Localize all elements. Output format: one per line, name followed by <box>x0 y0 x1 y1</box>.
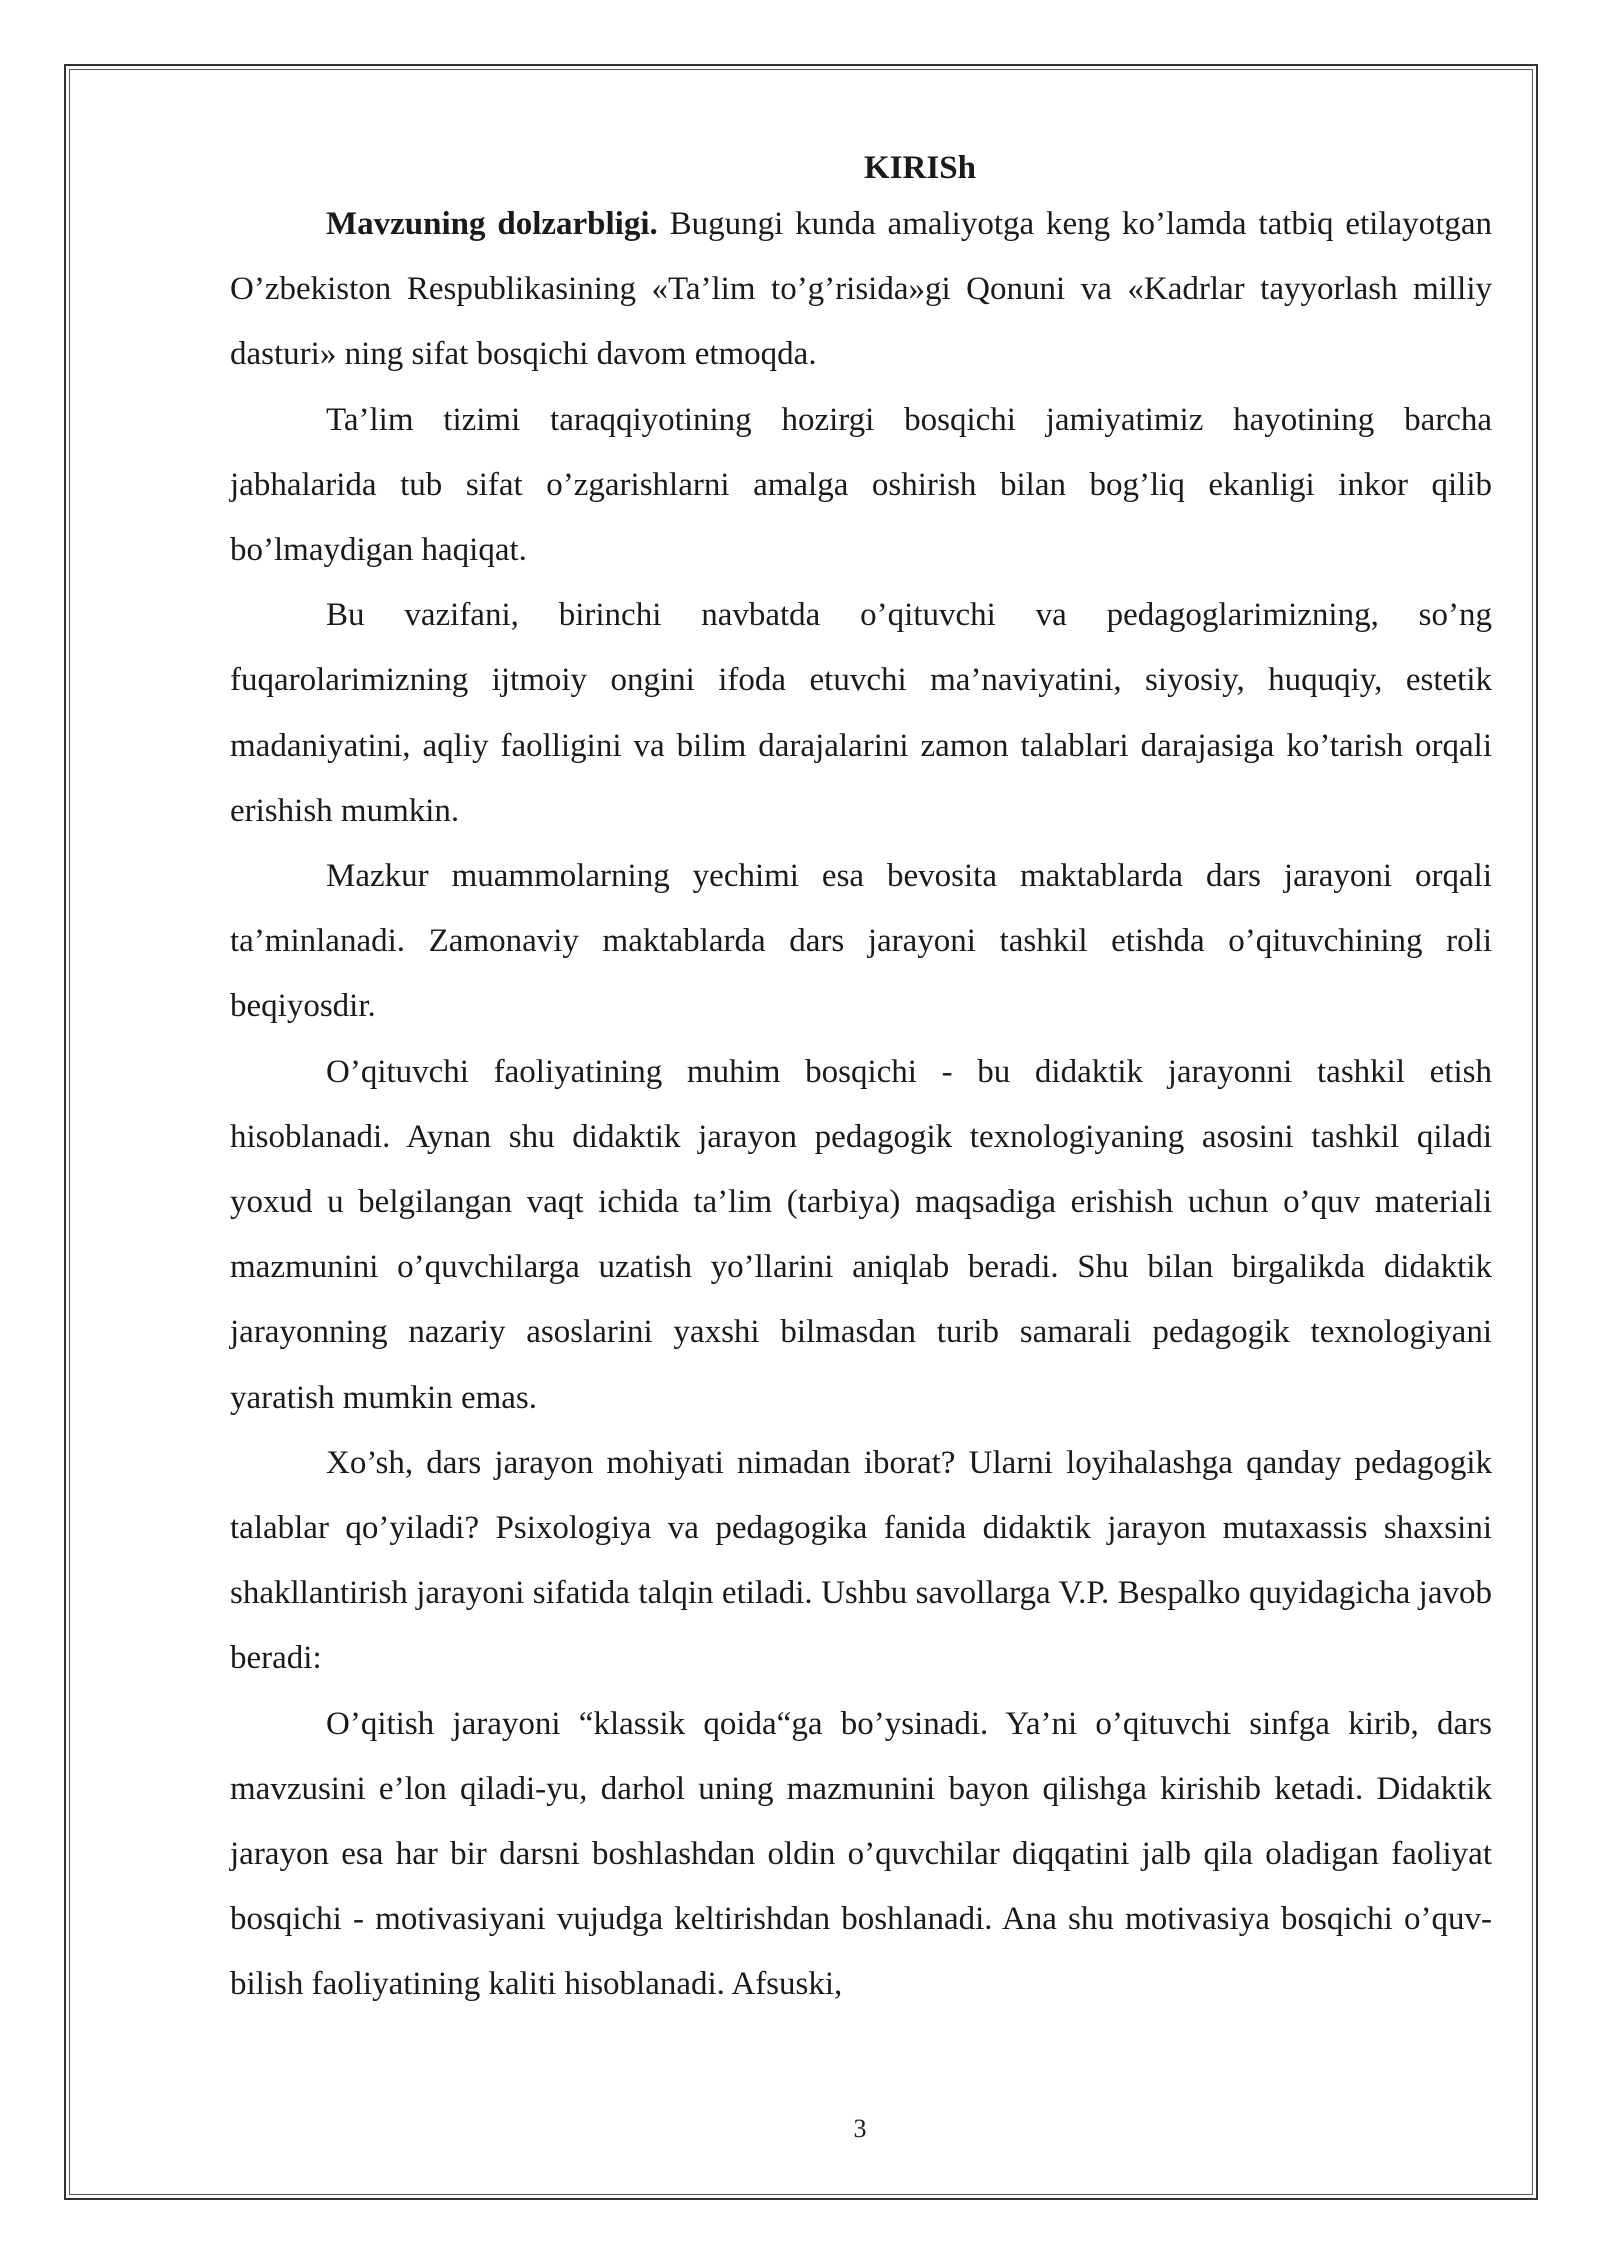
paragraph: Xo’sh, dars jarayon mohiyati nimadan iborat? Ularni loyihalashga qanday pedagogik talablar qo’yiladi? Psixologiya va pedagogika fanida didaktik jarayon mutaxassis shaxsini shakllantirish jarayoni sifatida talqin etiladi. Ushbu savollarga V.P. Bespalko quyidagicha javob beradi: <box>230 1444 1492 1677</box>
paragraph: Bu vazifani, birinchi navbatda o’qituvchi va pedagoglarimizning, so’ng fuqarolarimizning ijtmoiy ongini ifoda etuvchi ma’naviyatini, siyosiy, huquqiy, estetik madaniyatini, aqliy faolligini va bilim darajalarini zamon talablari darajasiga ko’tarish orqali erishish mumkin. <box>230 597 1492 829</box>
paragraph: Mazkur muammolarning yechimi esa bevosita maktablarda dars jarayoni orqali ta’minlanadi. Zamonaviy maktablarda dars jarayoni tashkil etishda o’qituvchining roli beqiyosdir. <box>230 858 1492 1025</box>
section-heading: KIRISh <box>864 150 976 186</box>
paragraph: Ta’lim tizimi taraqqiyotining hozirgi bosqichi jamiyatimiz hayotining barcha jabhalarida tub sifat o’zgarishlarni amalga oshirish bilan bog’liq ekanligi inkor qilib bo’lmaydigan haqiqat. <box>230 401 1492 569</box>
page-number: 3 <box>853 2114 867 2143</box>
page-content <box>230 148 1492 2018</box>
relevance-text: Bugungi kunda amaliyotga keng ko’lamda tatbiq etilayotgan O’zbekiston Respublikasining «Ta’lim to’g’risida»gi Qonuni va «Kadrlar tayyorlash milliy dasturi» ning sifat bosqichi davom etmoqda. <box>230 206 1492 373</box>
paragraph: O’qitish jarayoni “klassik qoida“ga bo’ysinadi. Ya’ni o’qituvchi sinfga kirib, dars mavzusini e’lon qiladi-yu, darhol uning mazmunini bayon qilishga kirishib ketadi. Didaktik jarayon esa har bir darsni boshlashdan oldin o’quvchilar diqqatini jalb qila oladigan faoliyat bosqichi - motivasiyani vujudga keltirishdan boshlanadi. Ana shu motivasiya bosqichi o’quv-bilish faoliyatining kaliti hisoblanadi. Afsuski, <box>230 1705 1492 2003</box>
paragraph-relevance <box>230 192 1492 388</box>
paragraph: O’qituvchi faoliyatining muhim bosqichi - bu didaktik jarayonni tashkil etish hisoblanadi. Aynan shu didaktik jarayon pedagogik texnologiyaning asosini tashkil qiladi yoxud u belgilangan vaqt ichida ta’lim (tarbiya) maqsadiga erishish uchun o’quv materiali mazmunini o’quvchilarga uzatish yo’llarini aniqlab beradi. Shu bilan birgalikda didaktik jarayonning nazariy asoslarini yaxshi bilmasdan turib samarali pedagogik texnologiyani yaratish mumkin emas. <box>230 1053 1492 1416</box>
relevance-lead: Mavzuning dolzarbligi. <box>326 206 658 242</box>
